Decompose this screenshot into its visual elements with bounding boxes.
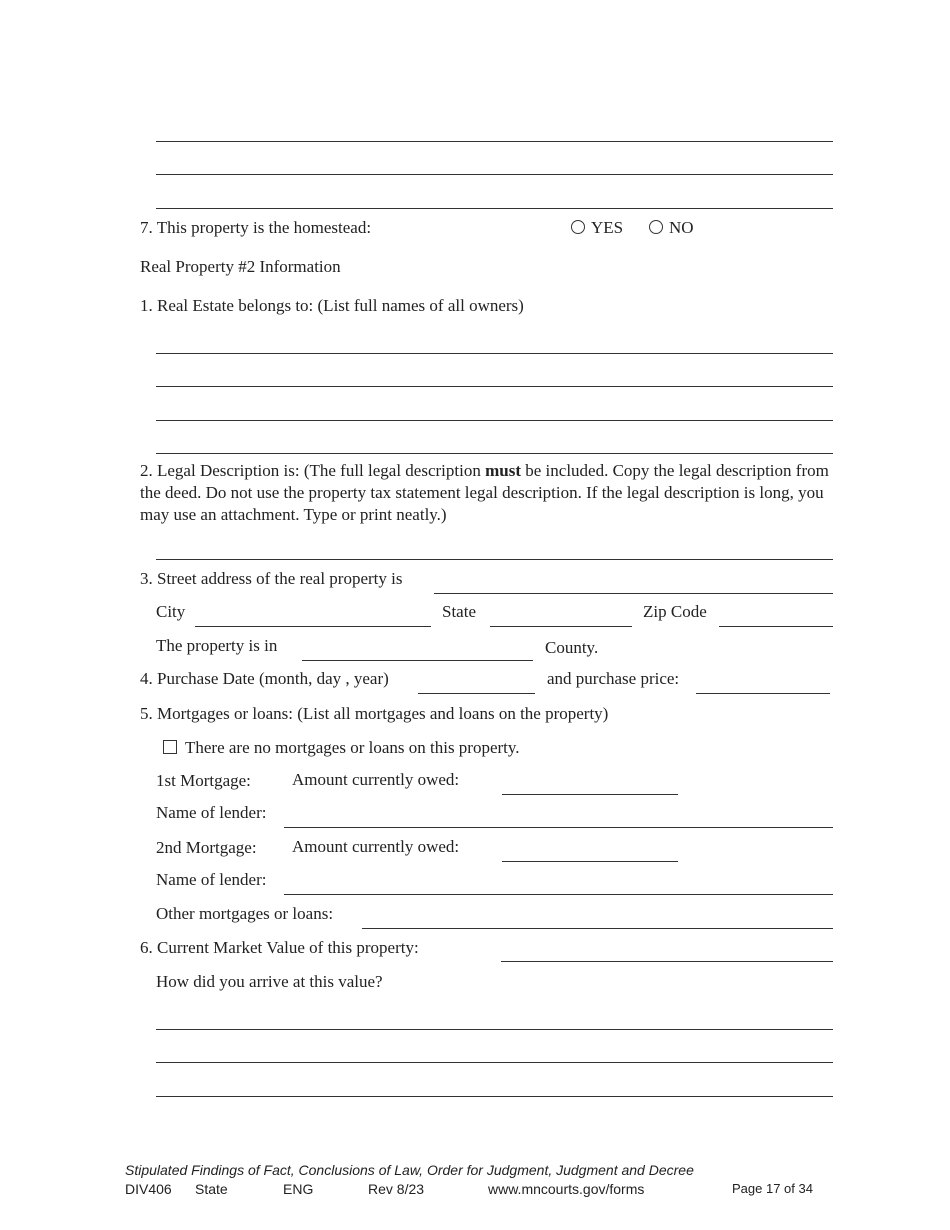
homestead-no-option[interactable]	[649, 218, 694, 238]
purchase-date-line[interactable]	[418, 693, 535, 694]
owners-line[interactable]	[156, 353, 833, 354]
footer-code: DIV406	[125, 1181, 172, 1197]
legal-description-label	[140, 460, 830, 526]
first-lender-line[interactable]	[284, 827, 833, 828]
legal-description-text-2: be included. Copy the legal description from the deed. Do not use the property tax statement legal description. If the legal description is long, you may use an attachment. Type or print neatly.)	[140, 461, 829, 524]
other-mortgages-line[interactable]	[362, 928, 833, 929]
purchase-date-label: 4. Purchase Date (month, day , year)	[140, 669, 389, 688]
answer-line[interactable]	[156, 141, 833, 142]
other-mortgages-label: Other mortgages or loans:	[156, 904, 334, 923]
footer-lang: ENG	[283, 1181, 314, 1197]
how-value-line[interactable]	[156, 1096, 833, 1097]
legal-description-must: must	[485, 461, 522, 480]
second-lender-line[interactable]	[284, 894, 833, 895]
market-value-label: 6. Current Market Value of this property:	[140, 938, 419, 957]
state-line[interactable]	[490, 626, 632, 627]
second-mortgage-label: 2nd Mortgage:	[156, 838, 257, 857]
how-value-line[interactable]	[156, 1029, 833, 1030]
zip-label: Zip Code	[643, 602, 707, 621]
first-owed-line[interactable]	[502, 794, 678, 795]
purchase-price-line[interactable]	[696, 693, 830, 694]
street-address-label: 3. Street address of the real property is	[140, 569, 403, 588]
city-label: City	[156, 602, 186, 621]
no-mortgages-label: There are no mortgages or loans on this property.	[185, 738, 520, 757]
answer-line[interactable]	[156, 208, 833, 209]
owners-line[interactable]	[156, 420, 833, 421]
owners-line[interactable]	[156, 453, 833, 454]
street-address-line[interactable]	[434, 593, 833, 594]
second-owed-line[interactable]	[502, 861, 678, 862]
footer-state: State	[195, 1181, 228, 1197]
county-line[interactable]	[302, 660, 533, 661]
how-value-label: How did you arrive at this value?	[156, 972, 383, 991]
footer-url[interactable]: www.mncourts.gov/forms	[488, 1181, 645, 1197]
first-mortgage-label: 1st Mortgage:	[156, 771, 251, 790]
radio-no-icon[interactable]	[649, 220, 663, 234]
legal-description-line[interactable]	[156, 559, 833, 560]
purchase-price-label: and purchase price:	[547, 669, 680, 688]
how-value-line[interactable]	[156, 1062, 833, 1063]
owners-label: 1. Real Estate belongs to: (List full names of all owners)	[140, 296, 524, 315]
legal-description-text-1: 2. Legal Description is: (The full legal description	[140, 461, 486, 480]
mortgages-label: 5. Mortgages or loans: (List all mortgages and loans on the property)	[140, 704, 609, 723]
state-label: State	[442, 602, 476, 621]
footer-title: Stipulated Findings of Fact, Conclusions of Law, Order for Judgment, Judgment and Decree	[125, 1162, 694, 1178]
no-mortgages-option[interactable]	[163, 738, 520, 758]
radio-yes-icon[interactable]	[571, 220, 585, 234]
market-value-line[interactable]	[501, 961, 833, 962]
county-label: County.	[545, 638, 599, 657]
no-label: NO	[669, 218, 694, 237]
first-owed-label: Amount currently owed:	[292, 770, 460, 789]
homestead-question: 7. This property is the homestead:	[140, 218, 372, 237]
section-title: Real Property #2 Information	[140, 257, 341, 276]
yes-label: YES	[591, 218, 624, 237]
footer-rev: Rev 8/23	[368, 1181, 425, 1197]
second-lender-label: Name of lender:	[156, 870, 267, 889]
homestead-yes-option[interactable]	[571, 218, 623, 238]
owners-line[interactable]	[156, 386, 833, 387]
checkbox-icon[interactable]	[163, 740, 177, 754]
footer-page: Page 17 of 34	[732, 1181, 813, 1196]
zip-line[interactable]	[719, 626, 833, 627]
city-line[interactable]	[195, 626, 431, 627]
second-owed-label: Amount currently owed:	[292, 837, 460, 856]
answer-line[interactable]	[156, 174, 833, 175]
property-in-label: The property is in	[156, 636, 278, 655]
first-lender-label: Name of lender:	[156, 803, 267, 822]
